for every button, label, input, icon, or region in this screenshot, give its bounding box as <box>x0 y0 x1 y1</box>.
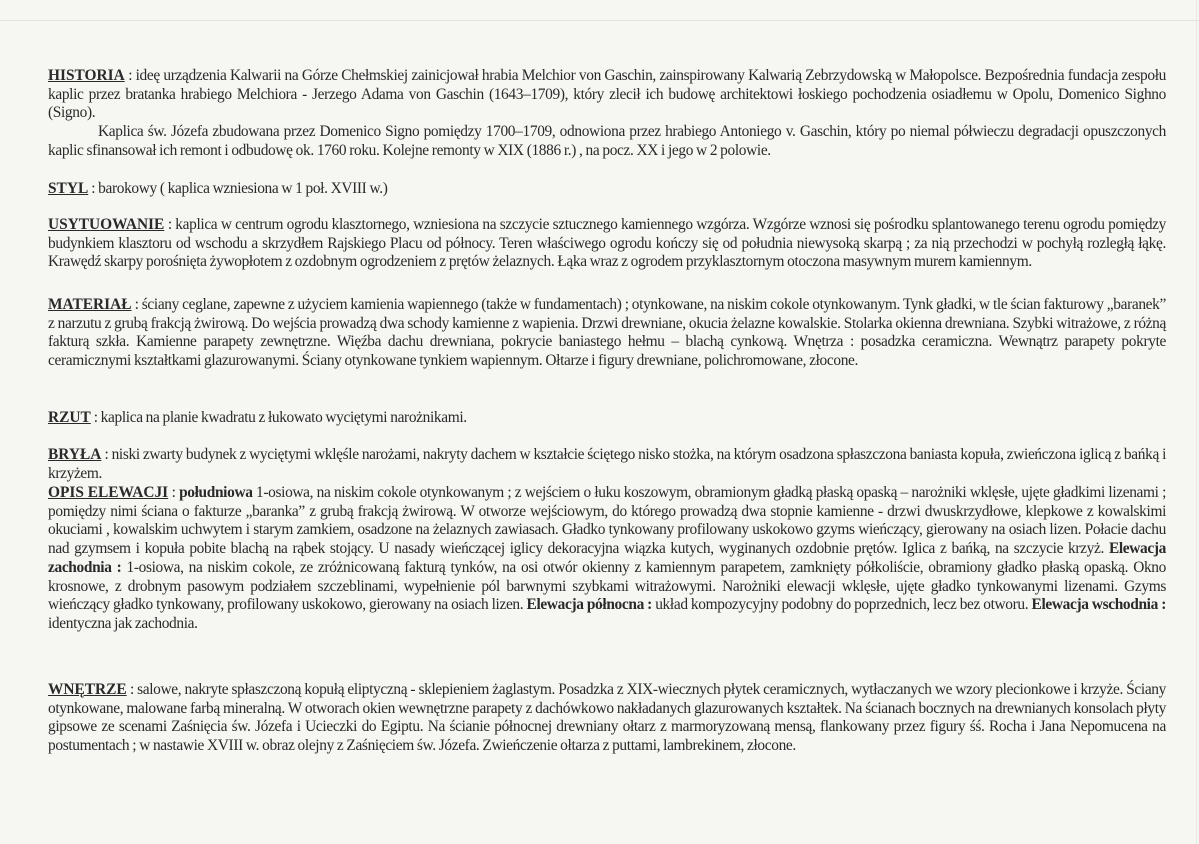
text-material: : ściany ceglane, zapewne z użyciem kamienia wapiennego (także w fundamentach) ; otynkowane, na niskim cokole otynkowanym. Tynk gładki, w tle ścian fakturowy „baranek” z narzutu z grubą frakcją żwirową. Do wejścia prowadzą dwa schody kamienne z wapienia. Drzwi drewniane, okucia żelazne kowalskie. Stolarka okienna drewniana. Szybki witrażowe, z różną fakturą szkła. Kamienne parapety zewnętrzne. Więźba dachu drewniana, pokrycie baniastego hełmu – blachą cynkową. Wnętrza : posadzka ceramiczna. Wewnątrz parapety pokryte ceramicznymi kształtkami glazurowanymi. Ściany otynkowane tynkiem wapiennym. Ołtarze i figury drewniane, polichromowane, złocone. <box>48 296 1166 370</box>
section-historia-2 <box>48 123 1166 160</box>
text-bryla: : niski zwarty budynek z wyciętymi wklęśle narożami, nakryty dachem w kształcie ściętego nisko stożka, na którym osadzona spłaszczona baniasta kopuła, zwieńczona iglicą z bańką i krzyżem. <box>48 446 1166 482</box>
text-east: identyczna jak zachodnia. <box>48 614 198 632</box>
text-usytuowanie: : kaplica w centrum ogrodu klasztornego, wzniesiona na szczycie sztucznego kamiennego wzgórza. Wzgórze wznosi się pośrodku splantowanego terenu ogrodu pomiędzy budynkiem klasztoru od wschodu a skrzydłem Rajskiego Placu od północy. Teren właściwego ogrodu kończy się od południa niewysoką skarpą ; za nią przechodzi w pochyłą rozległą łąkę. Krawędź skarpy porośnięta żywopłotem z ozdobnym ogrodzeniem z prętów żelaznych. Łąka wraz z ogrodem przyklasztornym otoczona masywnym murem kamiennym. <box>48 216 1166 271</box>
text-historia: : ideę urządzenia Kalwarii na Górze Chełmskiej zainicjował hrabia Melchior von Gaschin, zainspirowany Kalwarią Zebrzydowską w Małopolsce. Bezpośrednia fundacja zespołu kaplic przez bratanka hrabiego Melchiora - Jerzego Adama von Gaschin (1643–1709), który zlecił ich budowę architektowi łoskiego pochodzenia osiadłemu w Opolu, Domenico Sighno (Signo). <box>48 67 1166 122</box>
page-edge-right <box>1196 0 1197 844</box>
text-wnetrze: : salowe, nakryte spłaszczoną kopułą eliptyczną - sklepieniem żaglastym. Posadzka z XIX-wiecznych płytek ceramicznych, wytłaczanych we wzory plecionkowe i krzyże. Ściany otynkowane, malowane farbą mineralną. W otworach okien wewnętrzne parapety z dachówkowo nakładanych glazurowanych kształtek. Na ścianach bocznych na drewnianych konsolach płyty gipsowe ze scenami Zaśnięcia św. Józefa i Ucieczki do Egiptu. Na ścianie północnej drewniany ołtarz z marmoryzowaną mensą, flankowany przez figury śś. Rocha i Jana Nepomucena na postumentach ; w nastawie XVIII w. obraz olejny z Zaśnięciem św. Józefa. Zwieńczenie ołtarza z puttami, lambrekinem, złocone. <box>48 681 1166 755</box>
separator: : <box>168 484 180 501</box>
page-edge-top <box>0 20 1199 21</box>
label-usytuowanie: USYTUOWANIE <box>48 216 165 233</box>
section-opis-elewacji <box>48 484 1166 634</box>
section-material <box>48 296 1166 371</box>
label-rzut: RZUT <box>48 409 91 426</box>
label-styl: STYL <box>48 180 89 197</box>
label-south: południowa <box>179 484 253 501</box>
label-material: MATERIAŁ <box>48 296 132 313</box>
section-usytuowanie <box>48 216 1166 272</box>
section-wnetrze <box>48 681 1166 756</box>
label-north: Elewacja północna : <box>526 596 652 614</box>
text-north: układ kompozycyjny podobny do poprzednich, lecz bez otworu. <box>651 596 1032 614</box>
label-west: Elewacja zachodnia : <box>48 540 1166 576</box>
text-south: 1-osiowa, na niskim cokole otynkowanym ; z wejściem o łuku koszowym, obramionym gładką płaską opaską – narożniki wklęsłe, ujęte gładkimi lizenami ; pomiędzy nimi ściana o fakturze „baranka” z grubą frakcją żwirową. W otworze wejściowym, do którego prowadzą dwa stopnie kamienne - drzwi dwuskrzydłowe, klepkowe z kowalskimi okuciami , kowalskim uchwytem i starym zamkiem, osadzone na żelaznych zawiasach. Gładko tynkowany profilowany uskokowo gzyms wieńczący, gierowany na osiach lizen. Połacie dachu nad gzymsem i kopuła pobite blachą na rąbek stojący. U nasady wieńczącej iglicy dekoracyjna wiązka kutych, wyginanych ozdobnie prętów. Iglica z bańką, na szczycie krzyż. <box>48 484 1166 558</box>
text-styl: : barokowy ( kaplica wzniesiona w 1 poł. XVIII w.) <box>88 180 388 197</box>
label-historia: HISTORIA <box>48 67 125 84</box>
section-styl <box>48 180 1166 199</box>
label-east: Elewacja wschodnia : <box>1031 596 1166 614</box>
label-wnetrze: WNĘTRZE <box>48 681 127 698</box>
text-historia-2: Kaplica św. Józefa zbudowana przez Domenico Signo pomiędzy 1700–1709, odnowiona przez hrabiego Antoniego v. Gaschin, który po niemal półwieczu degradacji opuszczonych kaplic sfinansował ich remont i odbudowę ok. 1760 roku. Kolejne remonty w XIX (1886 r.) , na pocz. XX i jego w 2 polowie. <box>48 123 1166 159</box>
section-rzut <box>48 409 1166 428</box>
section-historia <box>48 67 1166 123</box>
text-west: 1-osiowa, na niskim cokole, ze zróżnicowaną fakturą tynków, na osi otwór okienny z kamiennym parapetem, zamknięty półkoliście, obramiony gładko płaską opaską. Okno krosnowe, z drobnym pasowym podziałem szczeblinami, wypełnienie pól barwnymi szybkami witrażowymi. Narożniki elewacji wklęsłe, ujęte gładko tynkowanymi lizenami. Gzyms wieńczący gładko tynkowany, profilowany uskokowo, gierowany na osiach lizen. <box>48 558 1167 614</box>
section-bryla <box>48 446 1166 483</box>
text-rzut: : kaplica na planie kwadratu z łukowato wyciętymi narożnikami. <box>90 409 467 426</box>
label-bryla: BRYŁA <box>48 446 102 463</box>
label-opis-elewacji: OPIS ELEWACJI <box>48 484 169 501</box>
